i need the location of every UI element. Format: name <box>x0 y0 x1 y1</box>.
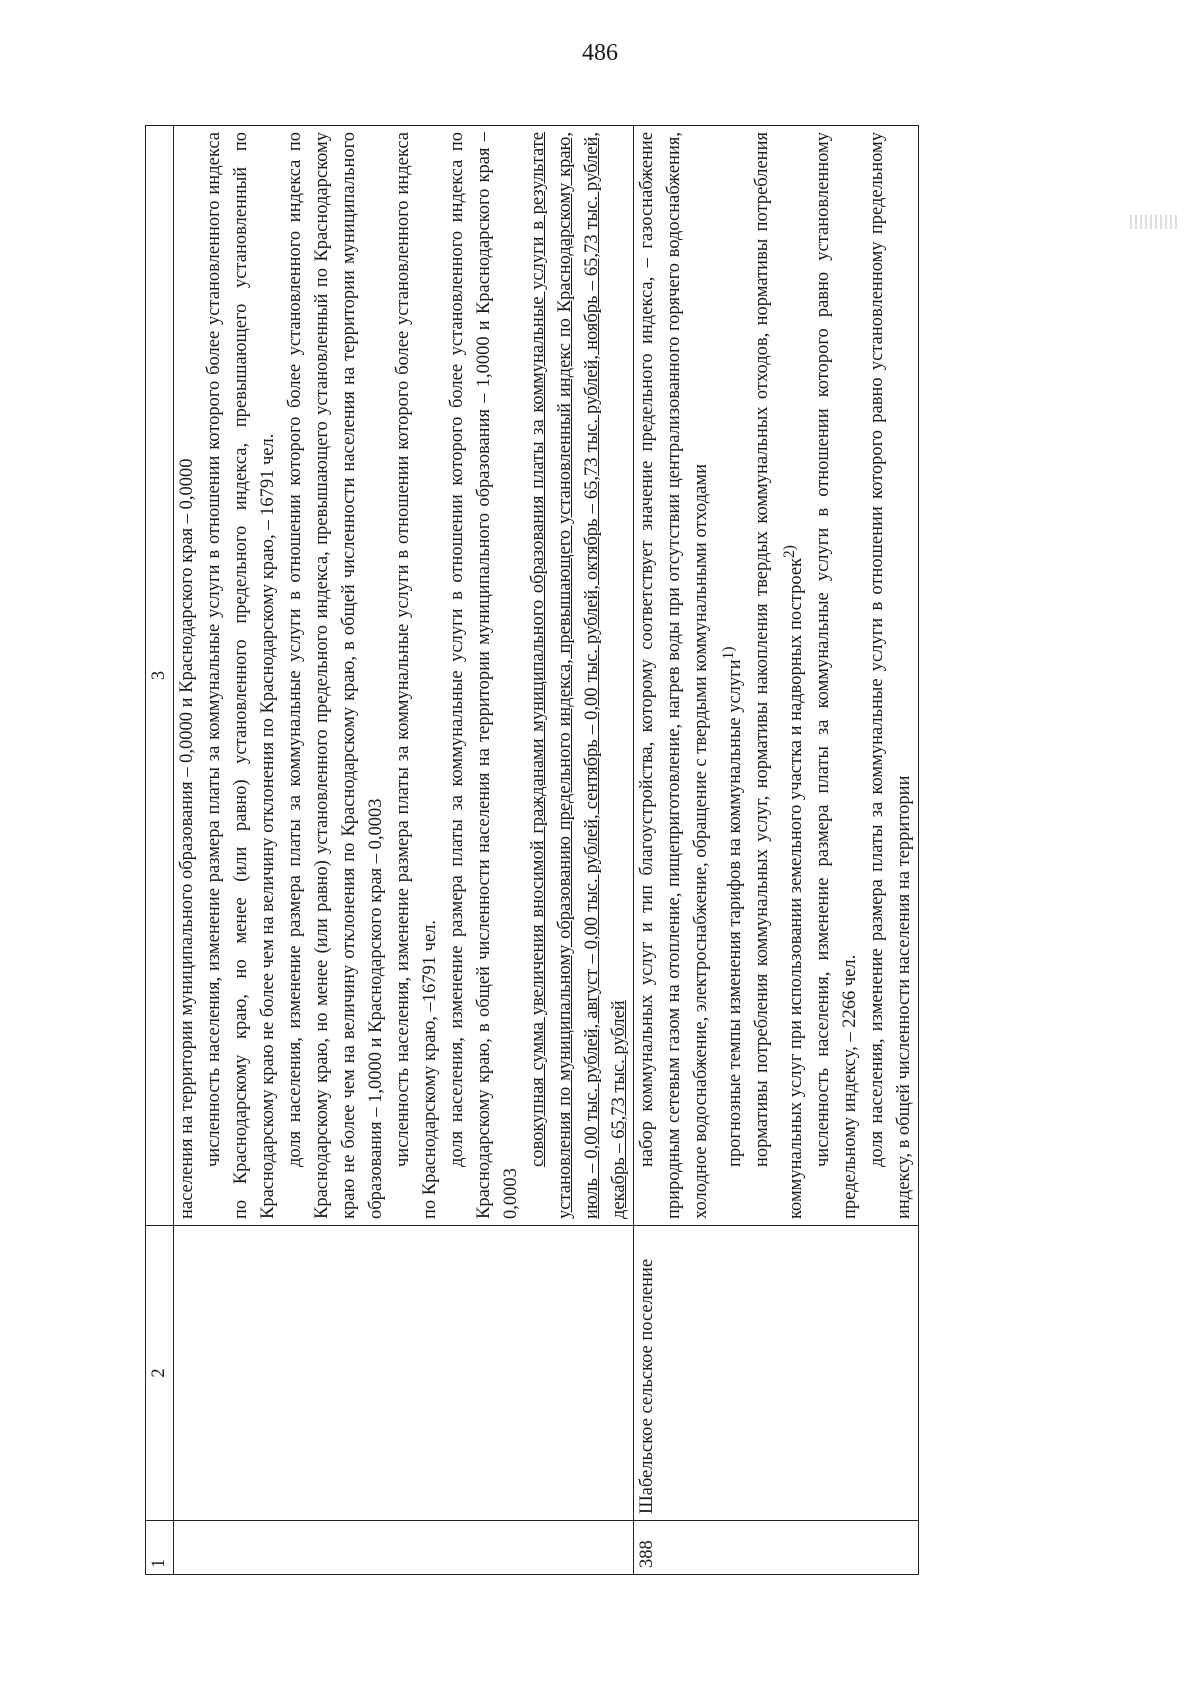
footnote-mark: 1) <box>720 646 737 660</box>
paragraph-text: нормативы потребления коммунальных услуг, нормативы накопления твердых коммунальных отходов, нормативы потребления коммунальных услуг при использовании земельного участка и надворных построек <box>752 132 807 1219</box>
header-row <box>146 126 174 1575</box>
table-row <box>634 126 919 1575</box>
paragraph: численность населения, изменение размера платы за коммунальные услуги в отношении которого более установленного индекса по Краснодарскому краю, но менее (или равно) установленного предельного индекса, превышающего установленный по Краснодарскому краю не более чем на величину отклонения по Краснодарскому краю, – 16791 чел. <box>204 132 278 1219</box>
paragraph: доля населения, изменение размера платы за коммунальные услуги в отношении которого более установленного индекса по Краснодарскому краю, но менее (или равно) установленного предельного индекса, превышающего установленный по Краснодарскому краю не более чем на величину отклонения по Краснодарскому краю, в общей численности населения на территории муниципального образования – 1,0000 и Краснодарского края – 0,0003 <box>285 132 386 1219</box>
header-col-1: 1 <box>146 1521 174 1575</box>
paragraph-text: прогнозные темпы изменения тарифов на коммунальные услуги <box>725 659 746 1167</box>
page-number: 486 <box>582 40 618 66</box>
header-col-3: 3 <box>146 126 174 1226</box>
footnote-mark: 2) <box>781 545 799 558</box>
row-number: 388 <box>634 1521 919 1575</box>
data-table <box>145 125 919 1575</box>
scan-artifact <box>1130 215 1178 229</box>
paragraph: населения на территории муниципального образования – 0,0000 и Краснодарского края – 0,0000 <box>177 458 197 1219</box>
paragraph <box>749 132 810 1219</box>
paragraph: доля населения, изменение размера платы за коммунальные услуги в отношении которого равно установленному предельному индексу, в общей численности населения на территории <box>867 132 915 1219</box>
header-col-2: 2 <box>146 1226 174 1521</box>
indicator-text <box>174 126 634 1226</box>
indicator-text <box>634 126 919 1226</box>
rotated-table-wrapper <box>145 125 1095 1575</box>
row-number <box>174 1521 634 1575</box>
settlement-name <box>174 1226 634 1521</box>
paragraph: совокупная сумма увеличения вносимой гражданами муниципального образования платы за коммунальные услуги в результате установления по муниципальному образованию предельного индекса, превышающего установленный индекс по Краснодарскому краю, июль – 0,00 тыс. рублей, август – 0,00 тыс. рублей, сентябрь – 0,00 тыс. рублей, октябрь – 65,73 тыс. рублей, ноябрь – 65,73 тыс. рублей, декабрь – 65,73 тыс. рублей <box>528 132 629 1219</box>
paragraph: набор коммунальных услуг и тип благоустройства, которому соответствует значение предельного индекса, – газоснабжение природным сетевым газом на отопление, пищеприготовление, нагрев воды при отсутствии централизованного горячего водоснабжения, холодное водоснабжение, электроснабжение, обращение с твердыми коммунальными отходами <box>637 132 711 1219</box>
table-row <box>174 126 634 1575</box>
paragraph <box>715 132 749 1219</box>
settlement-name: Шабельское сельское поселение <box>634 1226 919 1521</box>
paragraph: численность населения, изменение размера платы за коммунальные услуги в отношении которого более установленного индекса по Краснодарскому краю, –16791 чел. <box>393 132 440 1219</box>
paragraph: численность населения, изменение размера платы за коммунальные услуги в отношении которого равно установленному предельному индексу, – 2266 чел. <box>813 132 861 1219</box>
paragraph: доля населения, изменение размера платы за коммунальные услуги в отношении которого более установленного индекса по Краснодарскому краю, в общей численности населения на территории муниципального образования – 1,0000 и Краснодарского края – 0,0003 <box>447 132 521 1219</box>
